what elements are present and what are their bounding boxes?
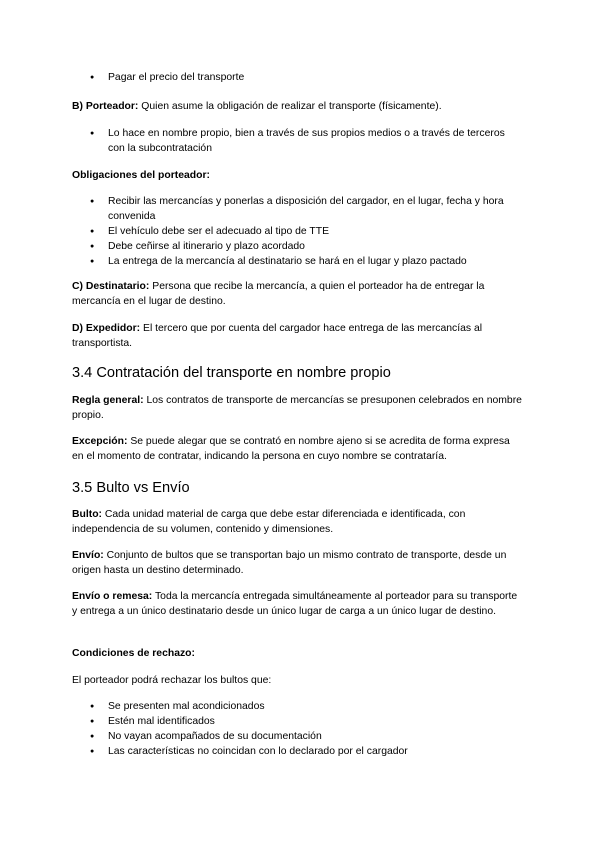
rechazo-intro: El porteador podrá rechazar los bultos que:: [72, 675, 272, 686]
term-label: Bulto:: [72, 509, 103, 520]
term-definition: El tercero que por cuenta del cargador hace entrega de las mercancías al transportista.: [72, 323, 483, 349]
paragraph-porteador: [72, 99, 524, 114]
term-definition: Quien asume la obligación de realizar el transporte (físicamente).: [138, 101, 442, 112]
list-item: ● Las características no coincidan con lo declarado por el cargador: [90, 744, 524, 759]
term-label: C) Destinatario:: [72, 281, 150, 292]
paragraph-envio: [72, 548, 524, 578]
term-label: B) Porteador:: [72, 101, 139, 112]
term-definition: Los contratos de transporte de mercancías se presuponen celebrados en nombre propio.: [72, 395, 522, 421]
section-heading-3-5: 3.5 Bulto vs Envío: [72, 480, 190, 496]
term-definition: Conjunto de bultos que se transportan bajo un mismo contrato de transporte, desde un origen hasta un destino determinado.: [72, 550, 507, 576]
bullet-list-porteador: [90, 126, 524, 156]
term-definition: Toda la mercancía entregada simultáneamente al porteador para su transporte y entrega a un único destinatario desde un único lugar de carga a un único lugar de destino.: [72, 591, 518, 617]
obligaciones-heading: Obligaciones del porteador:: [72, 170, 210, 181]
paragraph-bulto: [72, 507, 524, 537]
bullet-list-obligaciones: [90, 194, 524, 269]
list-item: ● Estén mal identificados: [90, 714, 524, 729]
term-label: D) Expedidor:: [72, 323, 141, 334]
paragraph-excepcion: [72, 434, 524, 464]
paragraph-regla-general: [72, 393, 524, 423]
term-label: Envío o remesa:: [72, 591, 153, 602]
list-item: ● No vayan acompañados de su documentación: [90, 729, 524, 744]
list-item: ● Se presenten mal acondicionados: [90, 699, 524, 714]
rechazo-heading: Condiciones de rechazo:: [72, 648, 195, 659]
term-definition: Cada unidad material de carga que debe estar diferenciada e identificada, con independencia de su volumen, contenido y dimensiones.: [72, 509, 466, 535]
term-label: Envío:: [72, 550, 104, 561]
list-item: ● Pagar el precio del transporte: [90, 70, 524, 85]
bullet-list-pago: [90, 70, 524, 85]
section-heading-3-4: 3.4 Contratación del transporte en nombre propio: [72, 365, 391, 381]
paragraph-expedidor: [72, 321, 524, 351]
paragraph-remesa: [72, 589, 524, 619]
term-definition: Se puede alegar que se contrató en nombre ajeno si se acredita de forma expresa en el momento de contratar, indicando la persona en cuyo nombre se contrataría.: [72, 436, 510, 462]
term-definition: Persona que recibe la mercancía, a quien el porteador ha de entregar la mercancía en el lugar de destino.: [72, 281, 485, 307]
term-label: Regla general:: [72, 395, 144, 406]
list-item: ● Recibir las mercancías y ponerlas a disposición del cargador, en el lugar, fecha y hora convenida: [90, 194, 524, 224]
term-label: Excepción:: [72, 436, 128, 447]
paragraph-destinatario: [72, 279, 524, 309]
list-item: ● Debe ceñirse al itinerario y plazo acordado: [90, 239, 524, 254]
bullet-list-rechazo: [90, 699, 524, 759]
list-item: ● Lo hace en nombre propio, bien a través de sus propios medios o a través de terceros con la subcontratación: [90, 126, 524, 156]
list-item: ● El vehículo debe ser el adecuado al tipo de TTE: [90, 224, 524, 239]
list-item: ● La entrega de la mercancía al destinatario se hará en el lugar y plazo pactado: [90, 254, 524, 269]
